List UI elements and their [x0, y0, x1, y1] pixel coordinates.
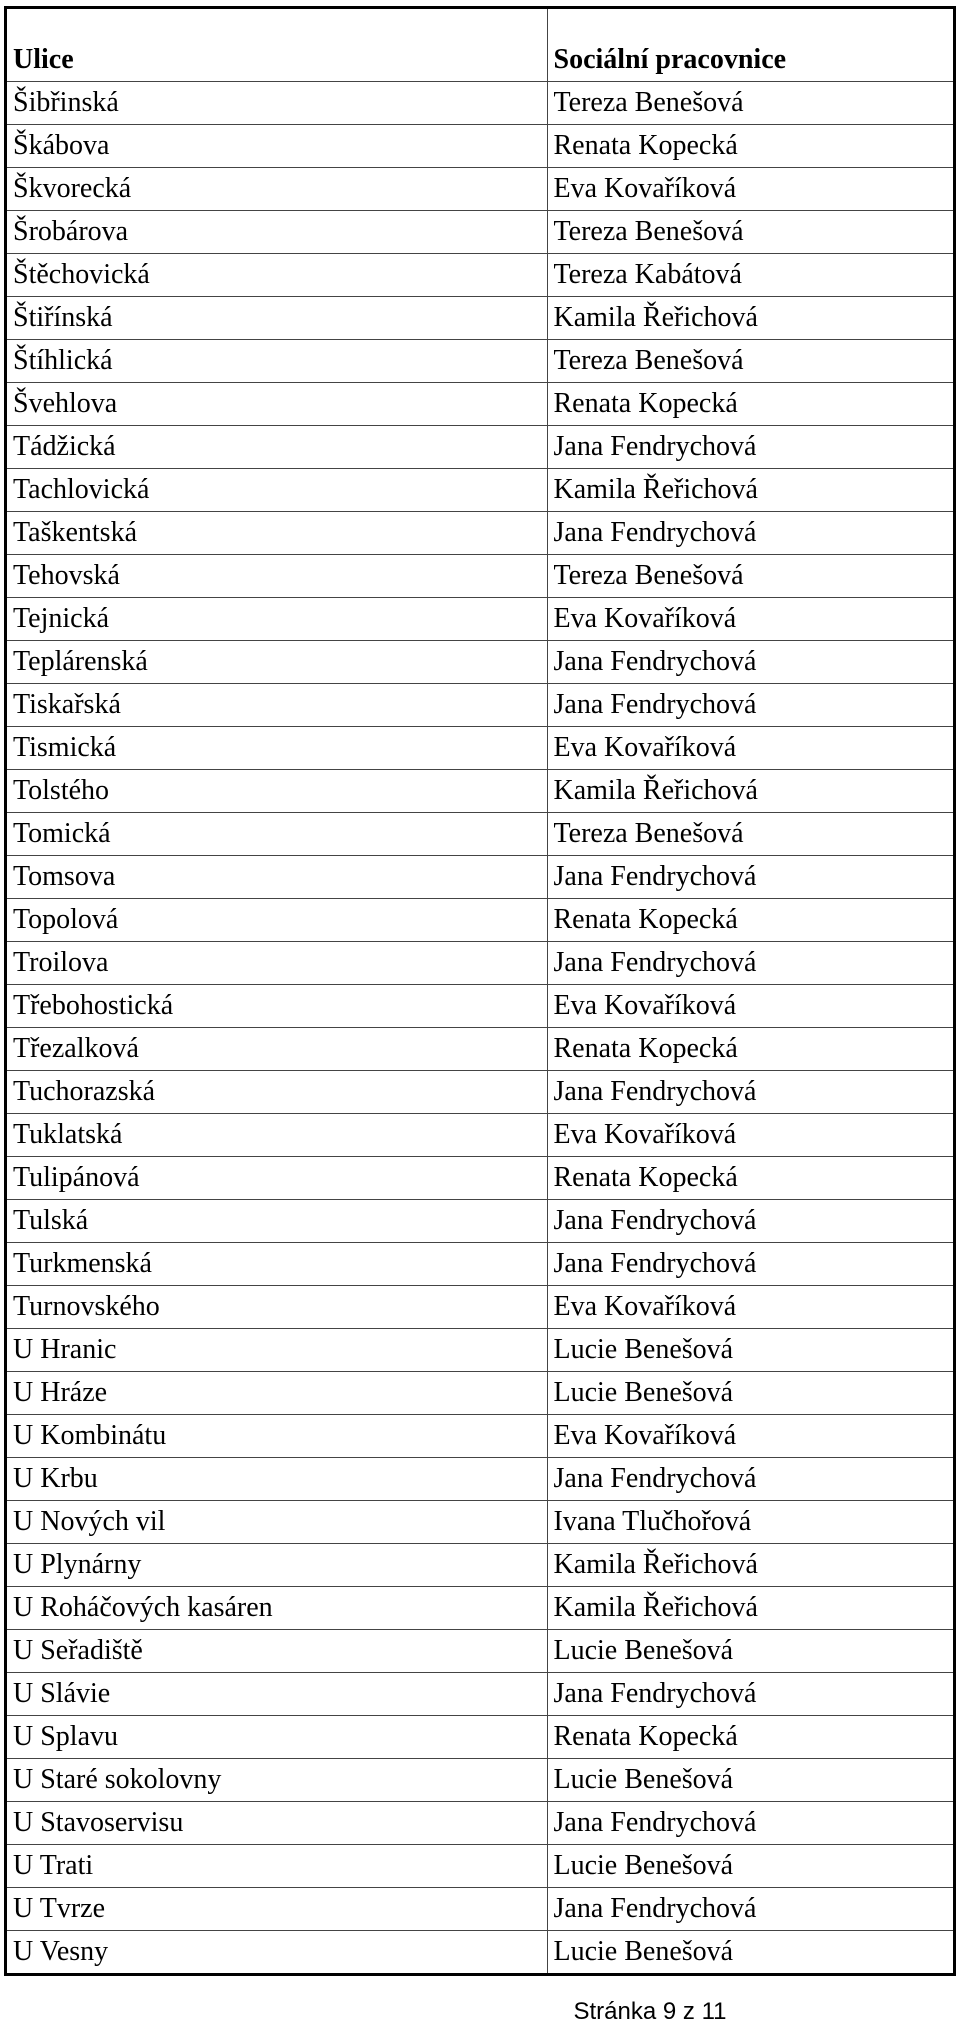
worker-cell: Eva Kovaříková	[547, 168, 953, 211]
worker-cell: Lucie Benešová	[547, 1372, 953, 1415]
worker-cell: Renata Kopecká	[547, 383, 953, 426]
worker-cell: Jana Fendrychová	[547, 1888, 953, 1931]
worker-cell: Jana Fendrychová	[547, 1458, 953, 1501]
table-row	[7, 340, 953, 383]
worker-cell: Jana Fendrychová	[547, 512, 953, 555]
worker-cell: Tereza Benešová	[547, 555, 953, 598]
table-row	[7, 598, 953, 641]
page-footer	[0, 1998, 960, 2026]
street-cell: U Kombinátu	[7, 1415, 547, 1458]
street-cell: Šibřinská	[7, 82, 547, 125]
worker-cell: Jana Fendrychová	[547, 1243, 953, 1286]
worker-cell: Ivana Tlučhořová	[547, 1501, 953, 1544]
street-cell: Třebohostická	[7, 985, 547, 1028]
street-cell: Štěchovická	[7, 254, 547, 297]
street-cell: Teplárenská	[7, 641, 547, 684]
worker-cell: Kamila Řeřichová	[547, 770, 953, 813]
worker-cell: Renata Kopecká	[547, 1157, 953, 1200]
street-cell: Taškentská	[7, 512, 547, 555]
street-cell: U Seřadiště	[7, 1630, 547, 1673]
worker-cell: Renata Kopecká	[547, 125, 953, 168]
table-row	[7, 1157, 953, 1200]
street-cell: Tachlovická	[7, 469, 547, 512]
worker-cell: Jana Fendrychová	[547, 641, 953, 684]
table-row	[7, 469, 953, 512]
street-cell: Tolstého	[7, 770, 547, 813]
worker-cell: Jana Fendrychová	[547, 1802, 953, 1845]
column-header-street: Ulice	[7, 9, 547, 82]
worker-cell: Lucie Benešová	[547, 1329, 953, 1372]
table-row	[7, 684, 953, 727]
street-cell: Tádžická	[7, 426, 547, 469]
street-cell: Tuchorazská	[7, 1071, 547, 1114]
street-cell: Turnovského	[7, 1286, 547, 1329]
table-row	[7, 1501, 953, 1544]
worker-cell: Tereza Kabátová	[547, 254, 953, 297]
table-row	[7, 1630, 953, 1673]
table-row	[7, 1028, 953, 1071]
assignment-table-frame	[4, 6, 956, 1976]
street-cell: Tulská	[7, 1200, 547, 1243]
worker-cell: Eva Kovaříková	[547, 1114, 953, 1157]
street-cell: U Nových vil	[7, 1501, 547, 1544]
street-cell: U Splavu	[7, 1716, 547, 1759]
table-row	[7, 641, 953, 684]
table-row	[7, 168, 953, 211]
worker-cell: Lucie Benešová	[547, 1845, 953, 1888]
worker-cell: Renata Kopecká	[547, 1028, 953, 1071]
worker-cell: Renata Kopecká	[547, 1716, 953, 1759]
worker-cell: Tereza Benešová	[547, 340, 953, 383]
worker-cell: Jana Fendrychová	[547, 1673, 953, 1716]
worker-cell: Tereza Benešová	[547, 82, 953, 125]
worker-cell: Kamila Řeřichová	[547, 1544, 953, 1587]
page-number: Stránka 9 z 11	[573, 1998, 727, 2025]
street-cell: U Hranic	[7, 1329, 547, 1372]
street-cell: Štíhlická	[7, 340, 547, 383]
table-row	[7, 813, 953, 856]
worker-cell: Tereza Benešová	[547, 813, 953, 856]
table-row	[7, 211, 953, 254]
street-cell: U Plynárny	[7, 1544, 547, 1587]
table-row	[7, 1931, 953, 1974]
table-row	[7, 1845, 953, 1888]
table-row	[7, 1071, 953, 1114]
table-row	[7, 1587, 953, 1630]
worker-cell: Lucie Benešová	[547, 1931, 953, 1974]
column-header-worker: Sociální pracovnice	[547, 9, 953, 82]
table-row	[7, 1372, 953, 1415]
street-cell: Troilova	[7, 942, 547, 985]
street-assignment-table	[7, 9, 953, 1973]
street-cell: Tismická	[7, 727, 547, 770]
street-cell: U Tvrze	[7, 1888, 547, 1931]
table-row	[7, 1802, 953, 1845]
street-cell: Tomsova	[7, 856, 547, 899]
table-row	[7, 985, 953, 1028]
table-row	[7, 1415, 953, 1458]
worker-cell: Jana Fendrychová	[547, 856, 953, 899]
worker-cell: Lucie Benešová	[547, 1759, 953, 1802]
table-row	[7, 426, 953, 469]
table-row	[7, 1458, 953, 1501]
table-header-row	[7, 9, 953, 82]
worker-cell: Jana Fendrychová	[547, 684, 953, 727]
worker-cell: Jana Fendrychová	[547, 942, 953, 985]
street-cell: U Stavoservisu	[7, 1802, 547, 1845]
street-cell: U Vesny	[13, 1936, 109, 1967]
street-cell: Šrobárova	[7, 211, 547, 254]
street-cell: Tuklatská	[7, 1114, 547, 1157]
table-row	[7, 512, 953, 555]
street-cell: Turkmenská	[7, 1243, 547, 1286]
worker-cell: Eva Kovaříková	[547, 1286, 953, 1329]
worker-cell: Eva Kovaříková	[547, 598, 953, 641]
street-cell: Švehlova	[7, 383, 547, 426]
street-cell: U Staré sokolovny	[7, 1759, 547, 1802]
table-row	[7, 297, 953, 340]
worker-cell: Lucie Benešová	[547, 1630, 953, 1673]
worker-cell: Eva Kovaříková	[547, 985, 953, 1028]
table-row	[7, 727, 953, 770]
street-cell: Třezalková	[7, 1028, 547, 1071]
worker-cell: Jana Fendrychová	[547, 426, 953, 469]
street-cell: U Roháčových kasáren	[7, 1587, 547, 1630]
street-cell: Tejnická	[7, 598, 547, 641]
table-row	[7, 555, 953, 598]
street-cell: U Krbu	[7, 1458, 547, 1501]
table-row	[7, 899, 953, 942]
table-row	[7, 1286, 953, 1329]
street-cell: Tomická	[7, 813, 547, 856]
worker-cell: Eva Kovaříková	[547, 727, 953, 770]
street-cell: Škvorecká	[7, 168, 547, 211]
worker-cell: Tereza Benešová	[547, 211, 953, 254]
table-row	[7, 1544, 953, 1587]
street-cell: Tiskařská	[7, 684, 547, 727]
table-row	[7, 82, 953, 125]
street-cell: Tulipánová	[7, 1157, 547, 1200]
worker-cell: Kamila Řeřichová	[547, 469, 953, 512]
table-row	[7, 1716, 953, 1759]
worker-cell: Eva Kovaříková	[547, 1415, 953, 1458]
table-row	[7, 1329, 953, 1372]
worker-cell: Kamila Řeřichová	[547, 297, 953, 340]
worker-cell: Renata Kopecká	[547, 899, 953, 942]
table-row	[7, 1888, 953, 1931]
street-cell: U Hráze	[7, 1372, 547, 1415]
street-cell: Škábova	[7, 125, 547, 168]
table-row	[7, 1200, 953, 1243]
street-cell: U Trati	[7, 1845, 547, 1888]
table-row	[7, 254, 953, 297]
table-row	[7, 942, 953, 985]
worker-cell: Jana Fendrychová	[547, 1200, 953, 1243]
worker-cell: Kamila Řeřichová	[547, 1587, 953, 1630]
table-row	[7, 1114, 953, 1157]
street-cell: Topolová	[7, 899, 547, 942]
table-row	[7, 770, 953, 813]
street-cell: Štiřínská	[7, 297, 547, 340]
worker-cell: Jana Fendrychová	[547, 1071, 953, 1114]
street-cell: Tehovská	[7, 555, 547, 598]
table-row	[7, 383, 953, 426]
table-row	[7, 1759, 953, 1802]
table-body	[7, 82, 953, 1974]
table-row	[7, 1243, 953, 1286]
street-cell: U Slávie	[7, 1673, 547, 1716]
table-row	[7, 856, 953, 899]
table-row	[7, 125, 953, 168]
table-row	[7, 1673, 953, 1716]
